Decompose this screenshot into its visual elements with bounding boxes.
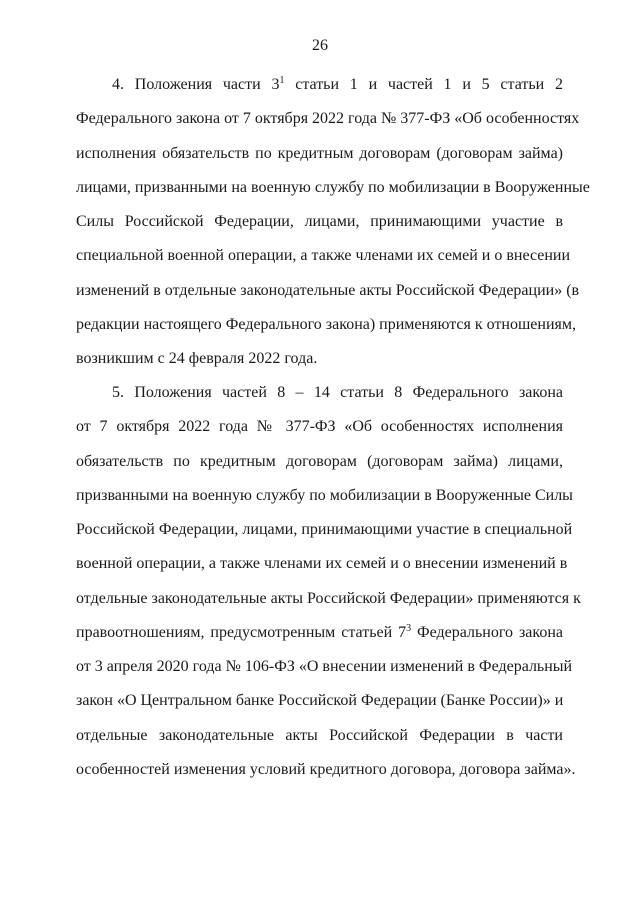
- paragraph-line: [76, 417, 563, 437]
- text-run: от 3 апреля 2020 года № 106-ФЗ «О внесении изменений в Федеральный: [76, 658, 573, 675]
- paragraph-line: [76, 726, 563, 746]
- paragraph-line: [76, 691, 563, 711]
- text-run: статьи 1 и частей 1 и 5 статьи 2: [284, 76, 563, 93]
- text-run: военной операции, а также членами их семей и о внесении изменений в: [76, 555, 568, 572]
- paragraph-line: [76, 212, 563, 232]
- text-run: закон «О Центральном банке Российской Федерации (Банке России)» и: [76, 692, 564, 709]
- paragraph-line: [76, 315, 576, 335]
- superscript: 3: [406, 623, 412, 634]
- text-run: Федерального закона от 7 октября 2022 года № 377-ФЗ «Об особенностях: [76, 110, 580, 127]
- paragraph-line: [76, 452, 563, 472]
- text-run: Федерального закона: [411, 624, 563, 641]
- text-run: призванными на военную службу по мобилизации в Вооруженные Силы: [76, 487, 573, 504]
- text-run: правоотношениям, предусмотренным статьей 7: [76, 624, 407, 641]
- text-run: 5. Положения частей 8 – 14 статьи 8 Федерального закона: [112, 384, 563, 401]
- paragraph-line: [76, 349, 563, 369]
- text-run: лицами, призванными на военную службу по мобилизации в Вооруженные: [76, 179, 590, 196]
- page-number: 26: [312, 37, 328, 54]
- text-run: от 7 октября 2022 года № 377-ФЗ «Об особенностях исполнения: [76, 418, 563, 435]
- paragraph-line: [76, 657, 573, 677]
- paragraph-line: [76, 109, 580, 129]
- text-run: Силы Российской Федерации, лицами, принимающими участие в: [76, 213, 563, 230]
- paragraph-line: [76, 178, 590, 198]
- text-run: обязательств по кредитным договорам (договорам займа) лицами,: [76, 453, 563, 470]
- text-run: редакции настоящего Федерального закона) применяются к отношениям,: [76, 316, 576, 333]
- text-run: 4. Положения части 3: [112, 76, 280, 93]
- paragraph-line: [76, 246, 571, 266]
- paragraph-line: [76, 144, 563, 164]
- text-run: возникшим с 24 февраля 2022 года.: [76, 350, 318, 367]
- text-run: отдельные законодательные акты Российской Федерации» применяются к: [76, 590, 581, 607]
- paragraph-line: [76, 760, 576, 780]
- superscript: 1: [279, 75, 285, 86]
- paragraph-line: [76, 520, 573, 540]
- paragraph-line: [76, 554, 568, 574]
- text-run: особенностей изменения условий кредитного договора, договора займа».: [76, 761, 576, 778]
- paragraph-line: [76, 589, 581, 609]
- paragraph-line: [112, 75, 563, 95]
- text-run: специальной военной операции, а также членами их семей и о внесении: [76, 247, 571, 264]
- text-run: изменений в отдельные законодательные акты Российской Федерации» (в: [76, 282, 580, 299]
- paragraph-line: [76, 281, 580, 301]
- paragraph-line: [76, 623, 563, 643]
- paragraph-line: [112, 383, 563, 403]
- paragraph-line: [76, 486, 573, 506]
- text-run: отдельные законодательные акты Российской Федерации в части: [76, 727, 563, 744]
- text-run: Российской Федерации, лицами, принимающими участие в специальной: [76, 521, 573, 538]
- text-run: исполнения обязательств по кредитным договорам (договорам займа): [76, 145, 563, 162]
